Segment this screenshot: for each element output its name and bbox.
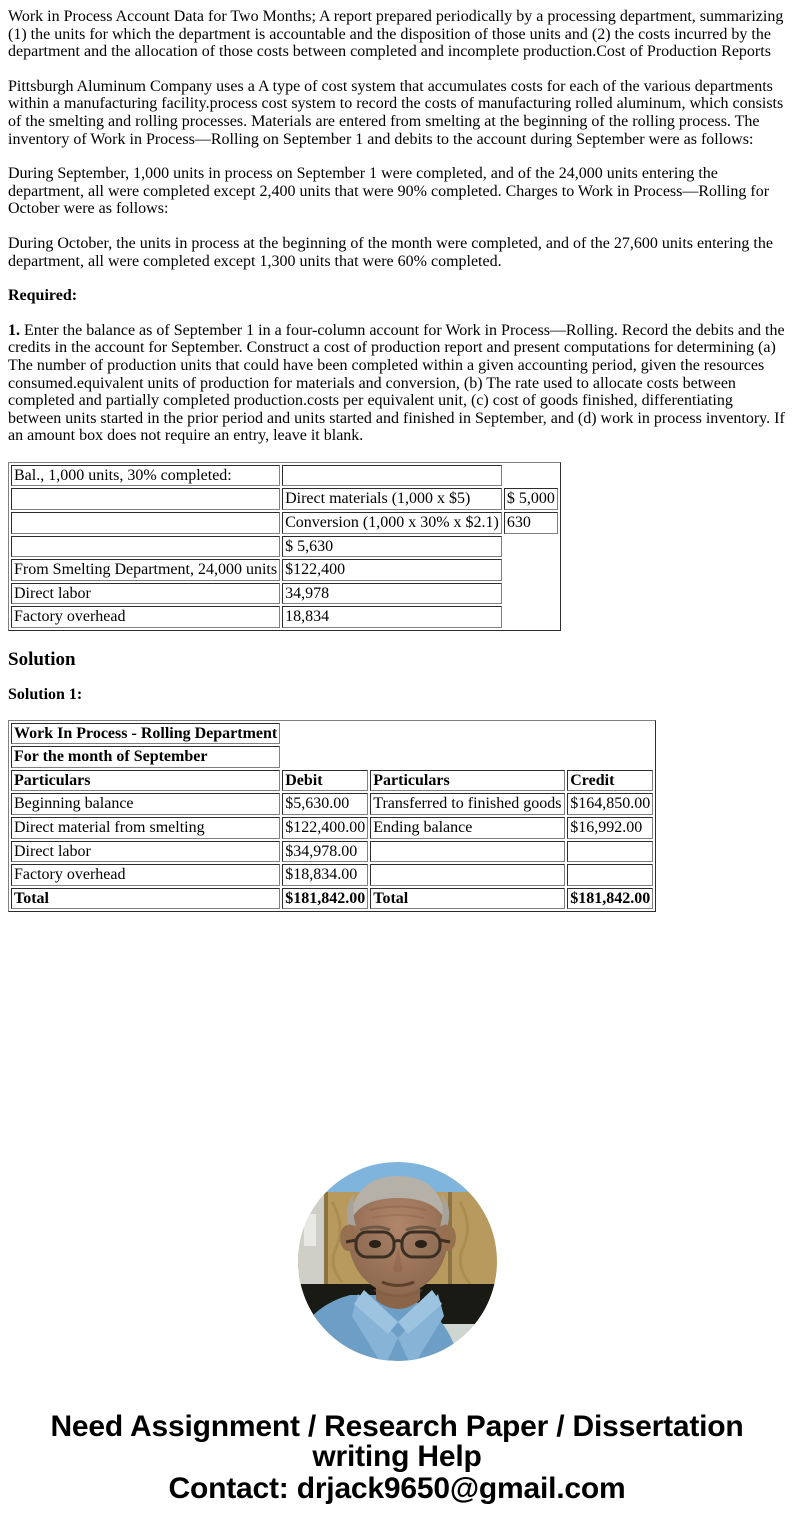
table-row-title-1 [11,723,653,745]
ledger-total-credit-amount: $181,842.00 [567,888,653,910]
ledger-total-debit-amount: $181,842.00 [282,888,368,910]
paragraph-september-activity: During September, 1,000 units in process on September 1 were completed, and of the 24,000 units entering the department, all were completed except 2,400 units that were 90% completed. Charges to Work in Process—Rolling for October were as follows: [8,165,770,218]
table-row [11,488,558,510]
table-row [11,465,558,487]
ledger-table-wrapper [8,720,786,913]
cta-line-1: Need Assignment / Research Paper / Dissertation [50,1410,744,1444]
column-header-particulars-credit: Particulars [370,770,565,792]
charges-cell-label: From Smelting Department, 24,000 units [11,559,280,581]
charges-cell-label: Bal., 1,000 units, 30% completed: [11,465,280,487]
portrait-photo [298,1162,497,1361]
charges-cell-detail: Direct materials (1,000 x $5) [282,488,502,510]
ledger-debit-amount: $5,630.00 [282,793,368,815]
charges-cell-detail [282,465,502,487]
solution-sub-heading: Solution 1: [8,686,83,704]
work-in-process-charges-table [8,462,561,631]
charges-cell-label: Factory overhead [11,606,280,628]
table-row [11,606,558,628]
ledger-credit-particulars: Ending balance [370,817,565,839]
ledger-total-debit-label: Total [11,888,280,910]
ledger-title-spacer [282,746,653,768]
ledger-title-spacer [282,723,653,745]
charges-cell-detail: $ 5,630 [282,536,502,558]
charges-cell-detail: Conversion (1,000 x 30% x $2.1) [282,512,502,534]
table-row [11,817,653,839]
ledger-credit-particulars [370,864,565,886]
ledger-credit-amount [567,864,653,886]
table-row-title-2 [11,746,653,768]
requirement-text: Enter the balance as of September 1 in a four-column account for Work in Process—Rolling. Record the debits and the credits in the account for September. Construct a cost of production report and present computations for determining (a) The number of production units that could have been completed within a given accounting period, given the resources consumed.equivalent units of production for materials and conversion, (b) The rate used to allocate costs between completed and partially completed production.costs per equivalent unit, (c) cost of goods finished, differentiating between units started in the prior period and units started and finished in September, and (d) work in process inventory. If an amount box does not require an entry, leave it blank. [8,321,785,445]
table-row [11,793,653,815]
ledger-debit-particulars: Direct labor [11,841,280,863]
portrait-block [8,1162,786,1366]
ledger-debit-amount: $18,834.00 [282,864,368,886]
charges-cell-spacer [504,536,558,558]
ledger-total-credit-label: Total [370,888,565,910]
column-header-credit: Credit [567,770,653,792]
charges-cell-detail: 34,978 [282,583,502,605]
paragraph-company-background: Pittsburgh Aluminum Company uses a A type of cost system that accumulates costs for each of the various departments within a manufacturing facility.process cost system to record the costs of manufacturing rolled aluminum, which consists of the smelting and rolling processes. Materials are entered from smelting at the beginning of the rolling process. The inventory of Work in Process—Rolling on September 1 and debits to the account during September were as follows: [8,77,784,148]
ledger-title-line-2: For the month of September [11,746,280,768]
avatar [298,1162,497,1361]
ledger-debit-particulars: Factory overhead [11,864,280,886]
table-row [11,559,558,581]
table-row [11,583,558,605]
charges-cell-spacer [504,559,558,581]
ledger-debit-amount: $122,400.00 [282,817,368,839]
charges-cell-spacer [504,583,558,605]
paragraph-intro: Work in Process Account Data for Two Months; A report prepared periodically by a processing department, summarizing (1) the units for which the department is accountable and the disposition of those units and (2) the costs incurred by the department and the allocation of those costs between completed and incomplete production.Cost of Production Reports [8,8,784,61]
solution-heading: Solution [8,649,76,671]
charges-cell-spacer [504,606,558,628]
table-row [11,841,653,863]
ledger-debit-amount: $34,978.00 [282,841,368,863]
column-header-particulars-debit: Particulars [11,770,280,792]
charges-cell-label [11,512,280,534]
ledger-credit-amount: $164,850.00 [567,793,653,815]
ledger-credit-particulars: Transferred to finished goods [370,793,565,815]
charges-cell-amount: 630 [504,512,558,534]
ledger-credit-amount [567,841,653,863]
charges-cell-amount: $ 5,000 [504,488,558,510]
required-label: Required: [8,287,78,305]
table-row [11,864,653,886]
column-header-debit: Debit [282,770,368,792]
ledger-credit-particulars [370,841,565,863]
charges-table-wrapper [8,462,786,631]
table-row [11,536,558,558]
ledger-credit-amount: $16,992.00 [567,817,653,839]
charges-cell-spacer [504,465,558,487]
charges-cell-label [11,536,280,558]
table-header-row [11,770,653,792]
table-row [11,512,558,534]
cta-line-2: writing Help [312,1440,482,1474]
work-in-process-ledger-table [8,720,656,913]
ledger-debit-particulars: Direct material from smelting [11,817,280,839]
cta-line-3: Contact: drjack9650@gmail.com [168,1472,626,1506]
ledger-title-line-1: Work In Process - Rolling Department [11,723,280,745]
article-body [8,8,786,445]
requirement-item-1 [8,322,786,445]
charges-cell-detail: 18,834 [282,606,502,628]
charges-cell-label [11,488,280,510]
ledger-debit-particulars: Beginning balance [11,793,280,815]
charges-cell-label: Direct labor [11,583,280,605]
charges-cell-detail: $122,400 [282,559,502,581]
paragraph-october-activity: During October, the units in process at the beginning of the month were completed, and of the 27,600 units entering the department, all were completed except 1,300 units that were 60% completed. [8,234,773,270]
requirement-number: 1. [8,321,20,339]
table-total-row [11,888,653,910]
contact-call-to-action [8,1412,786,1504]
